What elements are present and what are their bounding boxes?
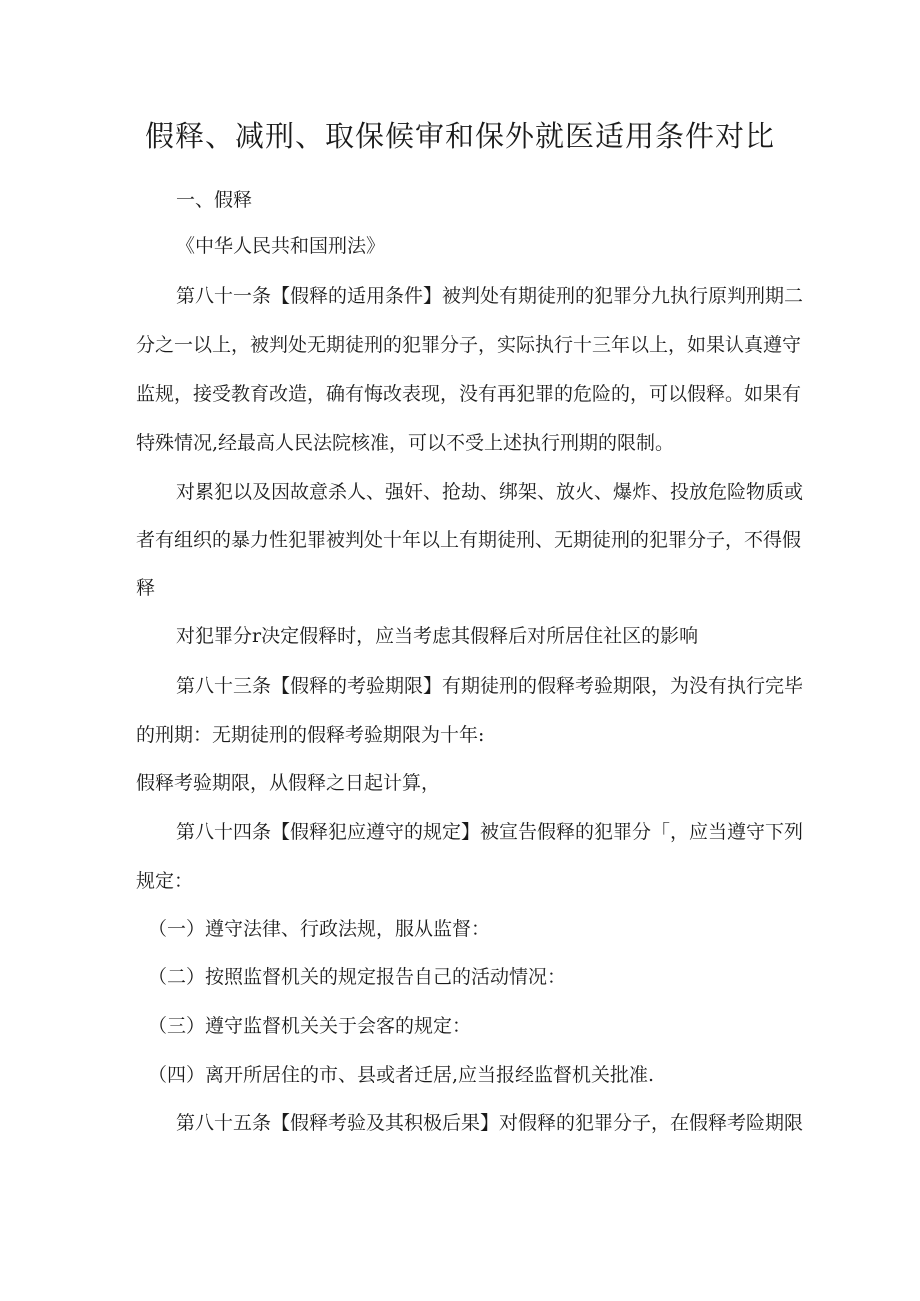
article-83-line-2: 的刑期：无期徒刑的假释考验期限为十年: (136, 724, 485, 746)
violent-crimes-line-3: 释 (136, 577, 156, 599)
document-title: 假释、减刑、取保候审和保外就医适用条件对比 (144, 119, 775, 153)
rule-item-3: （三）遵守监督机关关于会客的规定： (148, 1015, 472, 1037)
violent-crimes-line-2: 者有组织的暴力性犯罪被判处十年以上有期徒刑、无期徒刑的犯罪分子，不得假 (136, 529, 802, 551)
article-83-line-1: 第八十三条【假释的考验期限】有期徒刑的假释考验期限，为没有执行完毕 (176, 675, 804, 697)
article-85-line-1: 第八十五条【假释考验及其积极后果】对假释的犯罪分子，在假释考险期限 (176, 1112, 804, 1134)
article-81-line-4: 特殊情况,经最高人民法院核准，可以不受上述执行刑期的限制。 (136, 432, 675, 454)
article-81-line-3: 监规，接受教育改造，确有悔改表现，没有再犯罪的危险的，可以假释。如果有 (136, 383, 802, 405)
violent-crimes-line-1: 对累犯以及因故意杀人、强奸、抢劫、绑架、放火、爆炸、投放危险物质或 (176, 481, 804, 503)
law-name: 《中华人民共和国刑法》 (176, 235, 386, 257)
article-83-line-3: 假释考验期限，从假释之日起计算， (136, 772, 441, 794)
article-84-line-2: 规定： (136, 870, 194, 892)
section-heading: 一、假释 (176, 189, 253, 211)
rule-item-4: （四）离开所居住的市、县或者迁居,应当报经监督机关批准. (148, 1064, 655, 1086)
community-impact-paragraph: 对犯罪分r决定假释时，应当考虑其假释后对所居住社区的影响 (176, 625, 699, 647)
article-81-line-1: 第八十一条【假释的适用条件】被判处有期徒刑的犯罪分九执行原判刑期二 (176, 285, 804, 307)
rule-item-1: （一）遵守法律、行政法规，服从监督： (148, 918, 491, 940)
article-81-line-2: 分之一以上，被判处无期徒刑的犯罪分子，实际执行十三年以上，如果认真遵守 (136, 334, 802, 356)
rule-item-2: （二）按照监督机关的规定报告自己的活动情况： (148, 966, 567, 988)
article-84-line-1: 第八十四条【假释犯应遵守的规定】被宣告假释的犯罪分「，应当遵守下列 (176, 821, 804, 843)
